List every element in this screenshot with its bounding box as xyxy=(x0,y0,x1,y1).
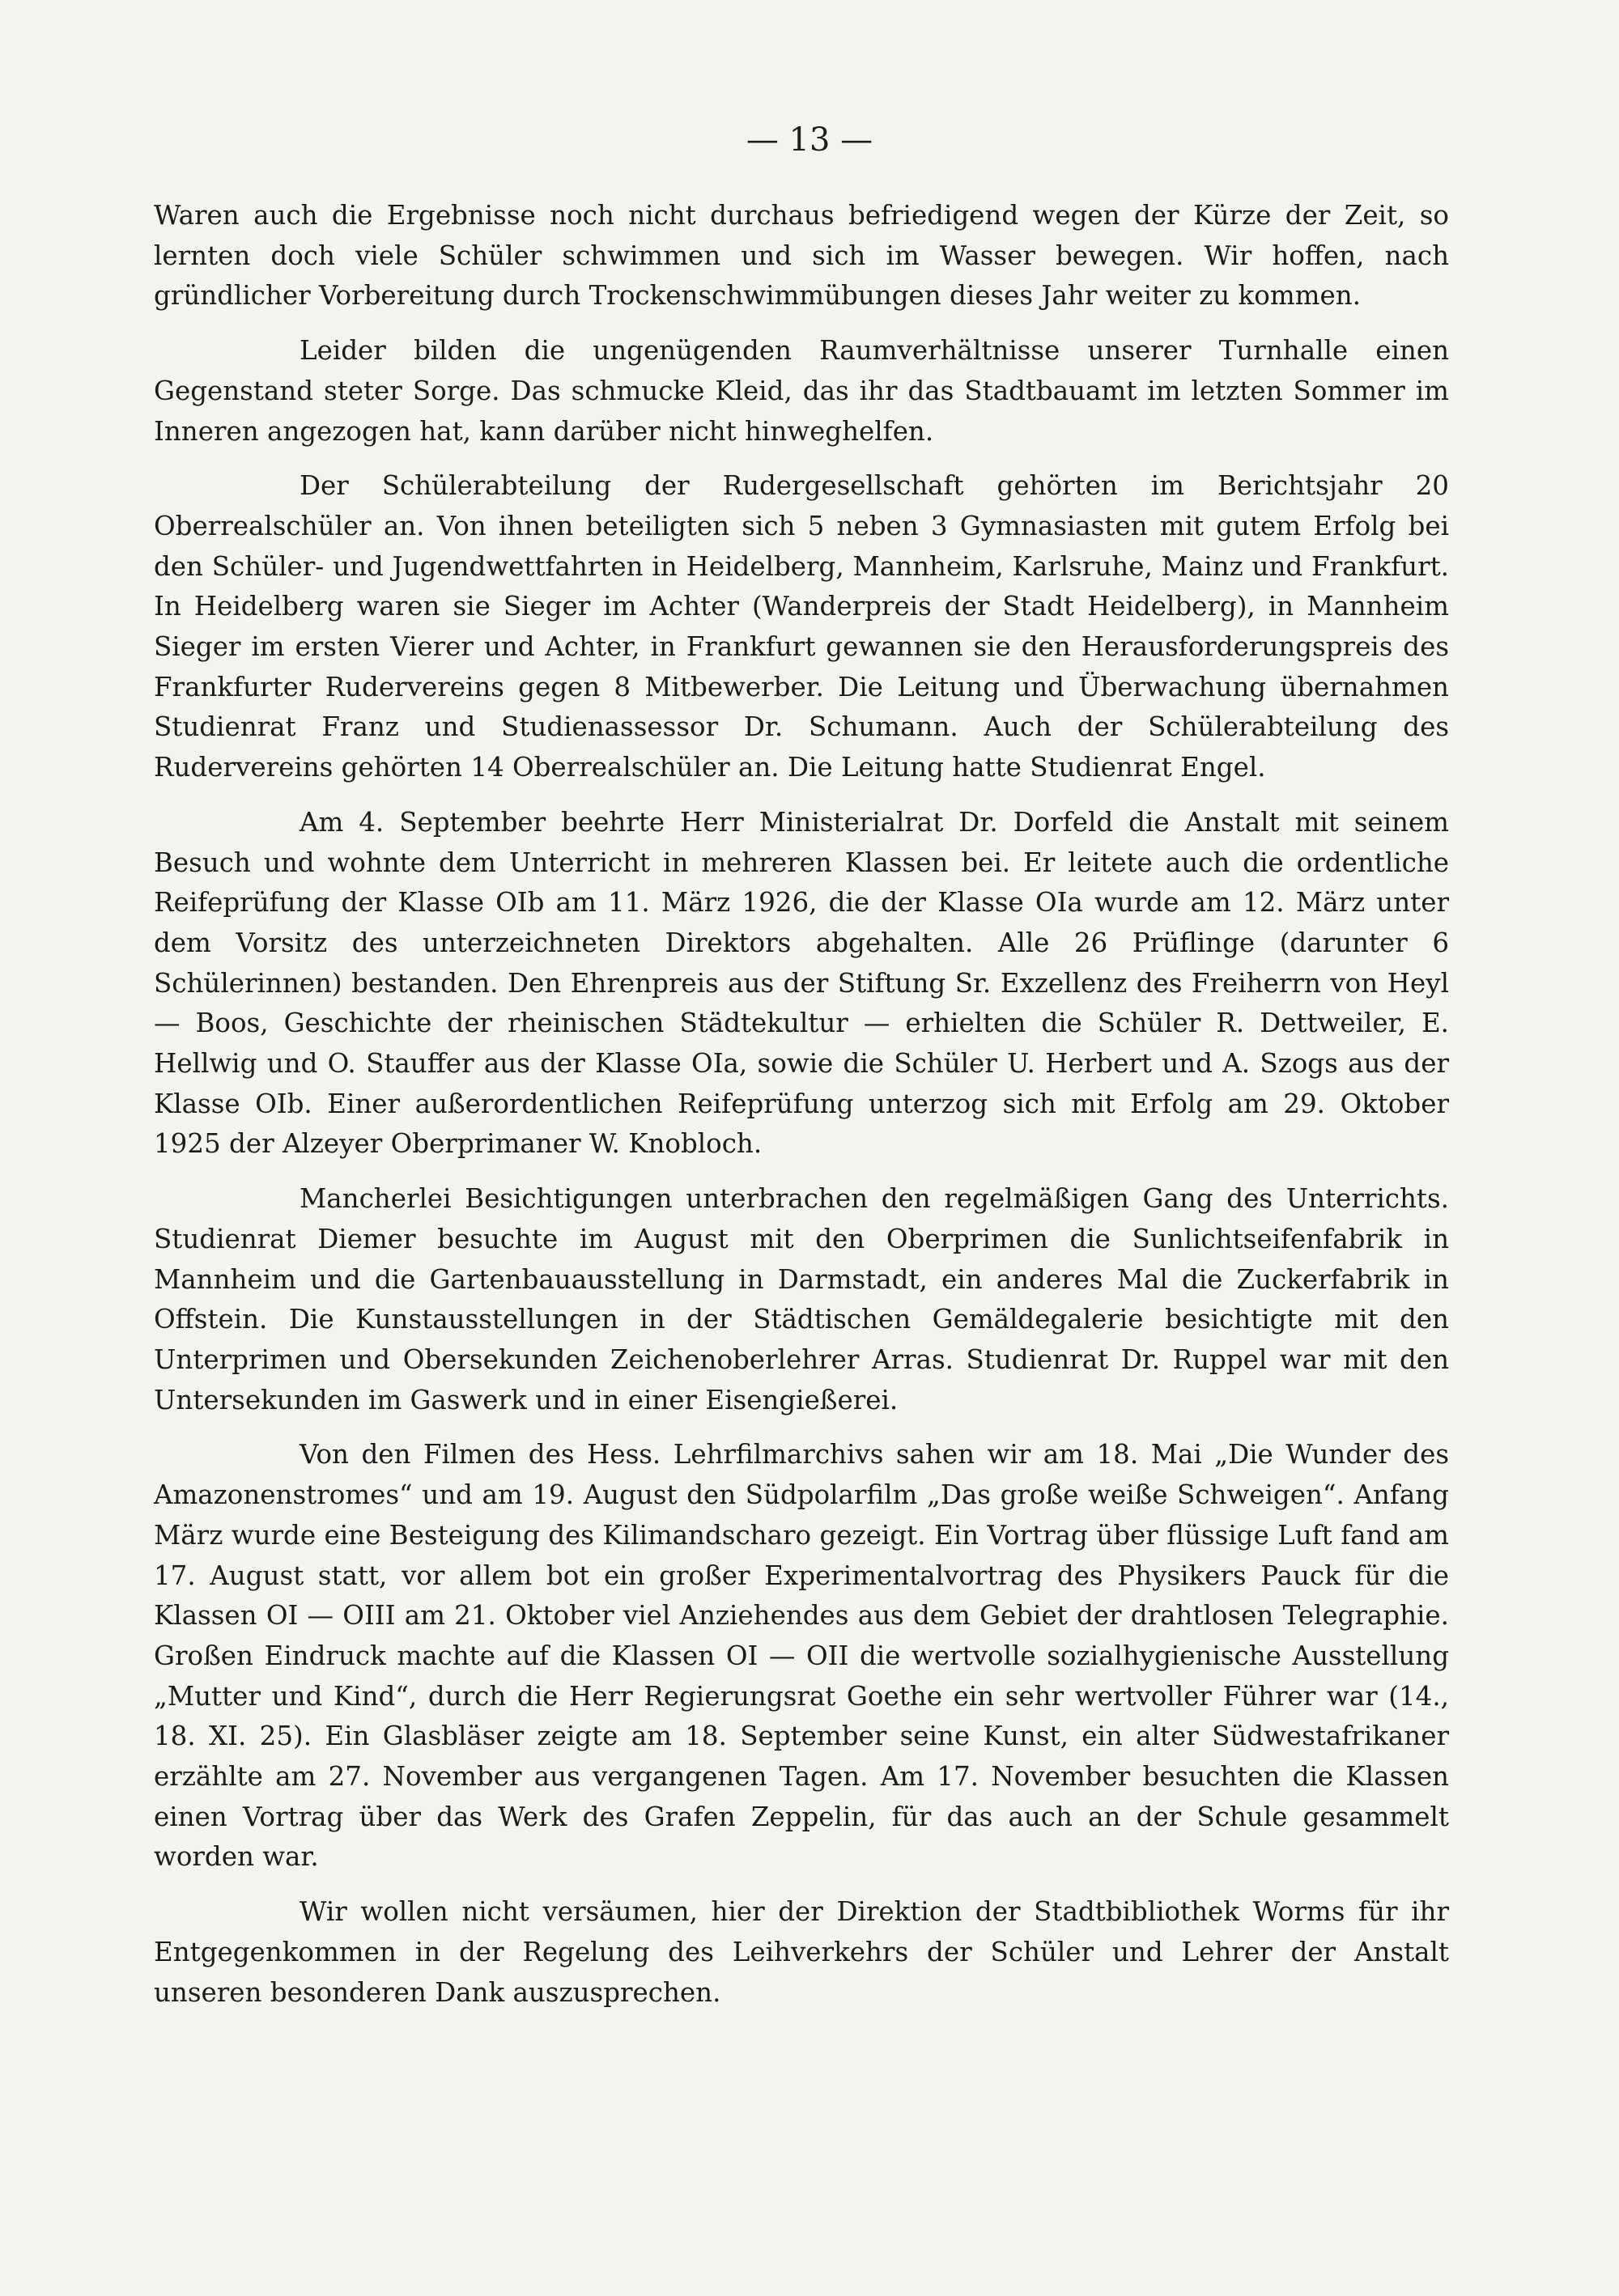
paragraph-visits: Mancherlei Besichtigungen unterbrachen den regelmäßigen Gang des Unterrichts. Studienrat Diemer besuchte im August mit den Oberprimen die Sunlichtseifenfabrik in Mannheim und die Gartenbauausstellung in Darmstadt, ein anderes Mal die Zuckerfabrik in Offstein. Die Kunstausstellungen in der Städtischen Gemäldegalerie besichtigte mit den Unterprimen und Obersekunden Zeichenoberlehrer Arras. Studienrat Dr. Ruppel war mit den Untersekunden im Gaswerk und in einer Eisengießerei. xyxy=(154,1183,1449,1415)
paragraph-examination: Am 4. September beehrte Herr Ministerialrat Dr. Dorfeld die Anstalt mit seinem Besuch und wohnte dem Unterricht in mehreren Klassen bei. Er leitete auch die ordentliche Reifeprüfung der Klasse OIb am 11. März 1926, die der Klasse OIa wurde am 12. März unter dem Vorsitz des unterzeichneten Direktors abgehalten. Alle 26 Prüflinge (darunter 6 Schülerinnen) bestanden. Den Ehrenpreis aus der Stiftung Sr. Exzellenz des Freiherrn von Heyl — Boos, Geschichte der rheinischen Städtekultur — erhielten die Schüler R. Dettweiler, E. Hellwig und O. Stauffer aus der Klasse OIa, sowie die Schüler U. Herbert und A. Szogs aus der Klasse OIb. Einer außerordentlichen Reifeprüfung unterzog sich mit Erfolg am 29. Oktober 1925 der Alzeyer Oberprimaner W. Knobloch. xyxy=(154,806,1449,1160)
body-text xyxy=(154,196,1449,2027)
paragraph-rowing: Der Schülerabteilung der Rudergesellschaft gehörten im Berichtsjahr 20 Oberrealschüler an. Von ihnen beteiligten sich 5 neben 3 Gymnasiasten mit gutem Erfolg bei den Schüler- und Jugendwettfahrten in Heidelberg, Mannheim, Karlsruhe, Mainz und Frankfurt. In Heidelberg waren sie Sieger im Achter (Wanderpreis der Stadt Heidelberg), in Mannheim Sieger im ersten Vierer und Achter, in Frankfurt gewannen sie den Herausforderungspreis des Frankfurter Rudervereins gegen 8 Mitbewerber. Die Leitung und Überwachung übernahmen Studienrat Franz und Studienassessor Dr. Schumann. Auch der Schülerabteilung des Rudervereins gehörten 14 Oberrealschüler an. Die Leitung hatte Studienrat Engel. xyxy=(154,470,1449,783)
paragraph-swimming: Waren auch die Ergebnisse noch nicht durchaus befriedigend wegen der Kürze der Zeit, so lernten doch viele Schüler schwimmen und sich im Wasser bewegen. Wir hoffen, nach gründlicher Vorbereitung durch Trockenschwimmübungen dieses Jahr weiter zu kommen. xyxy=(154,200,1449,312)
page-number: — 13 — xyxy=(746,121,873,159)
paragraph-films: Von den Filmen des Hess. Lehrfilmarchivs sahen wir am 18. Mai „Die Wunder des Amazonenstromes“ und am 19. August den Südpolarfilm „Das große weiße Schweigen“. Anfang März wurde eine Besteigung des Kilimandscharo gezeigt. Ein Vortrag über flüssige Luft fand am 17. August statt, vor allem bot ein großer Experimentalvortrag des Physikers Pauck für die Klassen OI — OIII am 21. Oktober viel Anziehendes aus dem Gebiet der drahtlosen Telegraphie. Großen Eindruck machte auf die Klassen OI — OII die wertvolle sozialhygienische Ausstellung „Mutter und Kind“, durch die Herr Regierungsrat Goethe ein sehr wertvoller Führer war (14., 18. XI. 25). Ein Glasbläser zeigte am 18. September seine Kunst, ein alter Südwestafrikaner erzählte am 27. November aus vergangenen Tagen. Am 17. November besuchten die Klassen einen Vortrag über das Werk des Grafen Zeppelin, für das auch an der Schule gesammelt worden war. xyxy=(154,1439,1449,1873)
paragraph-gymnasium: Leider bilden die ungenügenden Raumverhältnisse unserer Turnhalle einen Gegenstand steter Sorge. Das schmucke Kleid, das ihr das Stadtbauamt im letzten Sommer im Inneren angezogen hat, kann darüber nicht hinweghelfen. xyxy=(154,335,1449,447)
paragraph-library-thanks: Wir wollen nicht versäumen, hier der Direktion der Stadtbibliothek Worms für ihr Entgegenkommen in der Regelung des Leihverkehrs der Schüler und Lehrer der Anstalt unseren besonderen Dank auszusprechen. xyxy=(154,1896,1449,2008)
